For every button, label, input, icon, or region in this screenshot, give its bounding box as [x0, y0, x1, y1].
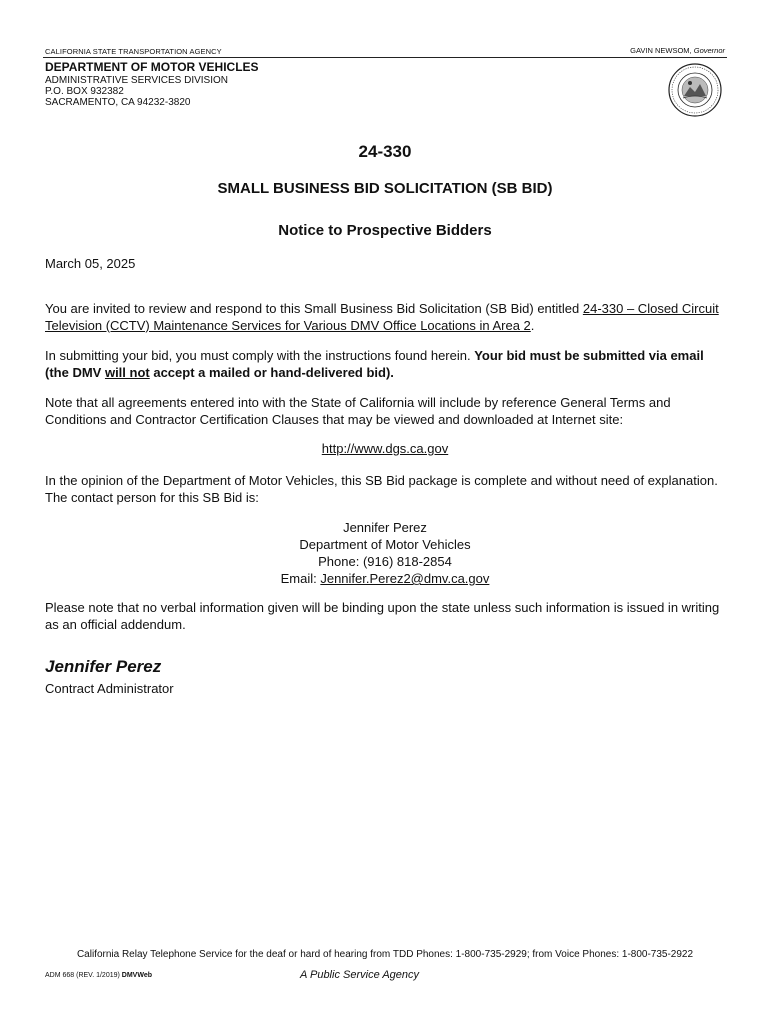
contact-organization: Department of Motor Vehicles — [299, 537, 471, 552]
form-number: ADM 668 (REV. 1/2019) — [45, 972, 122, 979]
form-identifier — [45, 972, 152, 979]
address-line: P.O. BOX 932382 — [45, 86, 124, 97]
solicitation-number: 24-330 — [358, 142, 412, 161]
department-address — [45, 75, 228, 108]
contact-email-link[interactable]: Jennifer.Perez2@dmv.ca.gov — [320, 571, 490, 586]
governor-name: GAVIN NEWSOM, — [630, 46, 692, 55]
state-seal-icon — [668, 63, 722, 117]
submission-bold-b: accept a mailed or hand-delivered bid). — [149, 365, 394, 380]
agency-tagline: A Public Service Agency — [300, 969, 420, 981]
submission-text: In submitting your bid, you must comply with the instructions found herein. — [45, 348, 475, 363]
invitation-paragraph — [45, 300, 730, 334]
solicitation-title-link[interactable]: 24-330 – Closed Circuit Television (CCTV) Maintenance Services for Various DMV Office Locations in Area 2 — [45, 301, 719, 333]
contact-name: Jennifer Perez — [343, 520, 427, 535]
invitation-end: . — [530, 318, 535, 333]
contact-phone: Phone: (916) 818-2854 — [318, 554, 452, 569]
invitation-text: You are invited to review and respond to this Small Business Bid Solicitation (SB Bid) entitled — [45, 301, 583, 316]
signature-title: Contract Administrator — [45, 681, 174, 696]
submission-bold-a: Your bid must be submitted via email (the DMV — [45, 348, 704, 380]
submission-paragraph — [45, 347, 730, 381]
dgs-link[interactable]: http://www.dgs.ca.gov — [321, 441, 449, 456]
department-name: DEPARTMENT OF MOTOR VEHICLES — [45, 60, 259, 74]
address-line: SACRAMENTO, CA 94232-3820 — [45, 97, 191, 108]
header-rule — [43, 57, 727, 58]
relay-service-note: California Relay Telephone Service for the deaf or hard of hearing from TDD Phones: 1-800-735-2929; from Voice Phones: 1-800-735-2922 — [76, 949, 694, 960]
contact-email-label: Email: — [280, 571, 321, 586]
document-subtitle: Notice to Prospective Bidders — [278, 222, 492, 239]
document-date: March 05, 2025 — [45, 256, 136, 271]
agency-name: CALIFORNIA STATE TRANSPORTATION AGENCY — [45, 47, 222, 56]
submission-will-not: will not — [104, 365, 150, 380]
governor-title: Governor — [693, 46, 725, 55]
terms-paragraph: Note that all agreements entered into with the State of California will include by reference General Terms and Conditions and Contractor Certification Clauses that may be viewed and downloaded at Internet site: — [45, 395, 671, 427]
form-web: DMVWeb — [121, 972, 152, 979]
verbal-notice-paragraph: Please note that no verbal information given will be binding upon the state unless such information is issued in writing as an official addendum. — [45, 600, 720, 632]
signature-name: Jennifer Perez — [45, 657, 162, 676]
contact-email-line — [0, 570, 770, 587]
address-line: ADMINISTRATIVE SERVICES DIVISION — [45, 75, 228, 86]
dgs-url-line — [0, 441, 770, 456]
contact-block — [0, 519, 770, 587]
governor-line — [630, 46, 725, 55]
document-title: SMALL BUSINESS BID SOLICITATION (SB BID) — [217, 180, 553, 197]
opinion-paragraph: In the opinion of the Department of Motor Vehicles, this SB Bid package is complete and without need of explanation. The contact person for this SB Bid is: — [45, 473, 718, 505]
